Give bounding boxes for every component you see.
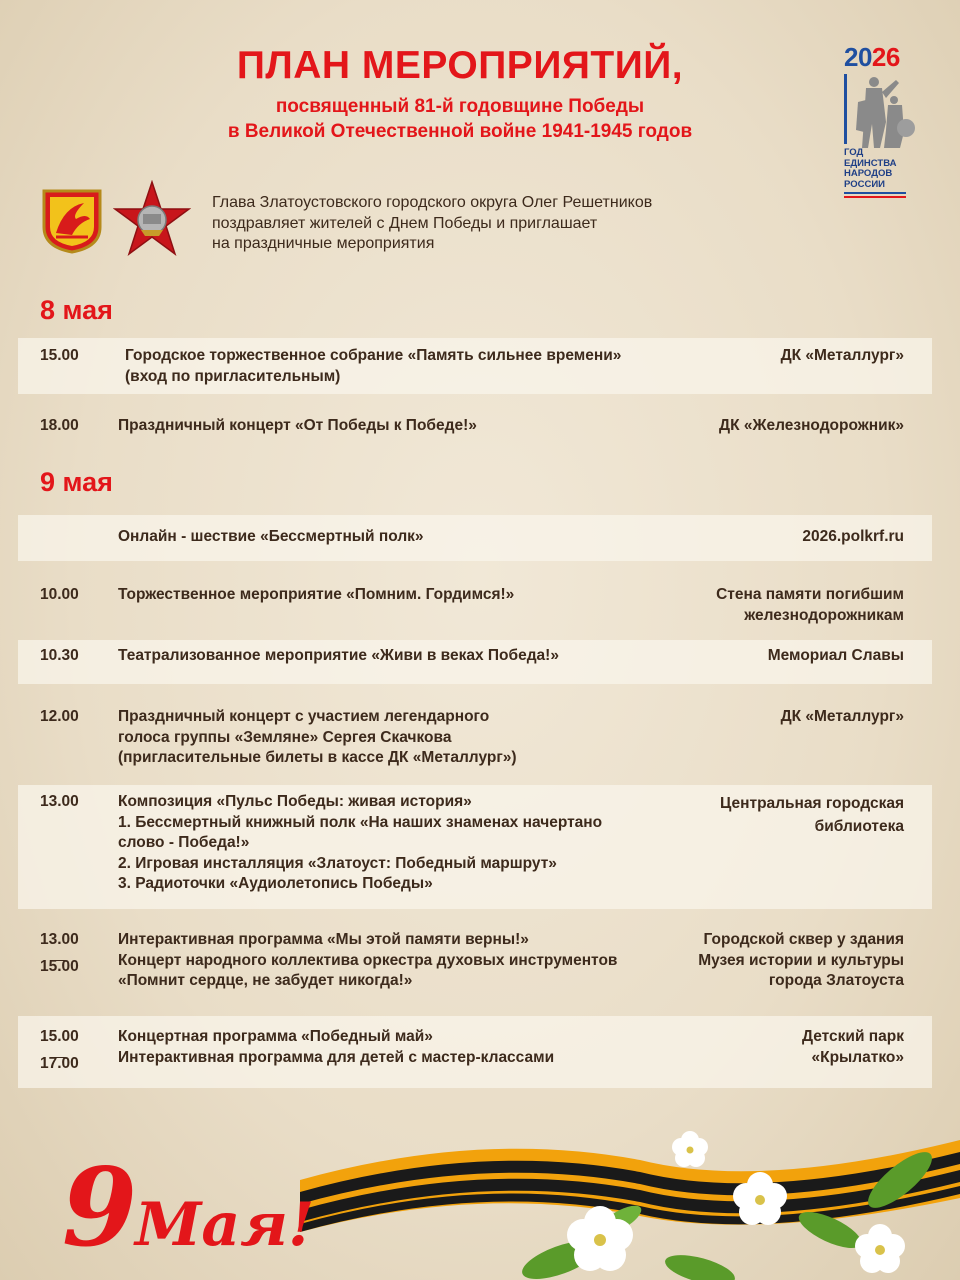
event-row (18, 338, 932, 394)
year-logo-line: ГОД (844, 147, 864, 158)
greeting-word: Мая! (135, 1190, 315, 1260)
event-description: Праздничный концерт с участием легендарного голоса группы «Земляне» Сергея Скачкова (пригласительные билеты в кассе ДК «Металлург») (118, 708, 517, 766)
page-subtitle-line2: в Великой Отечественной войне 1941-1945 годов (227, 121, 693, 142)
event-time: 13.00 _ 15.00 (40, 931, 79, 975)
page-title: ПЛАН МЕРОПРИЯТИЙ, (236, 44, 684, 87)
event-description: Интерактивная программа «Мы этой памяти верны!» Концерт народного коллектива оркестра духовых инструментов «Помнит сердце, не забудет никогда!» (118, 931, 618, 989)
event-description: Театрализованное мероприятие «Живи в веках Победа!» (118, 647, 559, 664)
event-venue: Городской сквер у здания Музея истории и культуры города Златоуста (698, 931, 904, 989)
year-logo-digits-blue: 20 (844, 42, 872, 72)
event-time: 13.00 (40, 793, 79, 810)
greeting-digit: 9 (62, 1145, 138, 1271)
event-row (18, 640, 932, 684)
event-row (18, 699, 932, 779)
event-venue: Стена памяти погибшим железнодорожникам (716, 586, 904, 624)
event-venue: 2026.polkrf.ru (802, 528, 904, 545)
event-venue: Центральная городская библиотека (719, 795, 904, 835)
event-description: Онлайн - шествие «Бессмертный полк» (118, 528, 424, 545)
red-star-emblem-icon (113, 180, 191, 258)
event-description: Композиция «Пульс Победы: живая история» 1. Бессмертный книжный полк «На наших знаменах начертано слово - Победа!» 2. Игровая инсталляция «Златоуст: Победный маршрут» 3. Радиоточки «Аудиолетопись Победы» (118, 793, 603, 892)
page-subtitle-line1: посвященный 81-й годовщине Победы (275, 96, 645, 117)
event-time: 15.00 _ 17.00 (40, 1028, 79, 1072)
day-heading-may-8: 8 мая (40, 295, 113, 325)
event-row (18, 575, 932, 631)
event-row (18, 408, 932, 458)
event-venue: Мемориал Славы (767, 647, 904, 664)
day-heading-may-9: 9 мая (40, 467, 113, 497)
event-time: 18.00 (40, 417, 79, 434)
event-row (18, 785, 932, 909)
head-greeting-text: Глава Златоустовского городского округа Олег Решетников поздравляет жителей с Днем Победы и приглашает на праздничные мероприятия (212, 194, 653, 252)
year-logo-line: ЕДИНСТВА (844, 157, 897, 169)
year-logo-line: РОССИИ (844, 178, 885, 190)
event-description: Праздничный концерт «От Победы к Победе!» (118, 417, 477, 434)
event-description: Торжественное мероприятие «Помним. Гордимся!» (118, 586, 515, 603)
event-venue: ДК «Металлург» (780, 708, 904, 725)
victory-day-footer-art (0, 1120, 960, 1280)
event-description: Концертная программа «Победный май» Интерактивная программа для детей с мастер-классами (118, 1028, 555, 1066)
flag-stripes-icon (844, 192, 914, 202)
year-of-unity-logo (844, 44, 918, 194)
event-time: 10.30 (40, 647, 79, 664)
event-row (18, 1016, 932, 1088)
event-venue: ДК «Металлург» (780, 347, 904, 364)
event-time: 15.00 (40, 347, 79, 364)
city-coat-of-arms-icon (42, 189, 102, 254)
year-logo-digits-red: 26 (871, 42, 900, 72)
event-time: 12.00 (40, 708, 79, 725)
event-time: 10.00 (40, 586, 79, 603)
event-venue: Детский парк «Крылатко» (802, 1028, 904, 1066)
event-row (18, 515, 932, 561)
event-venue: ДК «Железнодорожник» (719, 417, 904, 434)
monument-icon (844, 72, 918, 150)
event-row (18, 922, 932, 1006)
event-description: Городское торжественное собрание «Память сильнее времени» (вход по пригласительным) (125, 347, 622, 385)
year-logo-line: НАРОДОВ (844, 168, 893, 179)
